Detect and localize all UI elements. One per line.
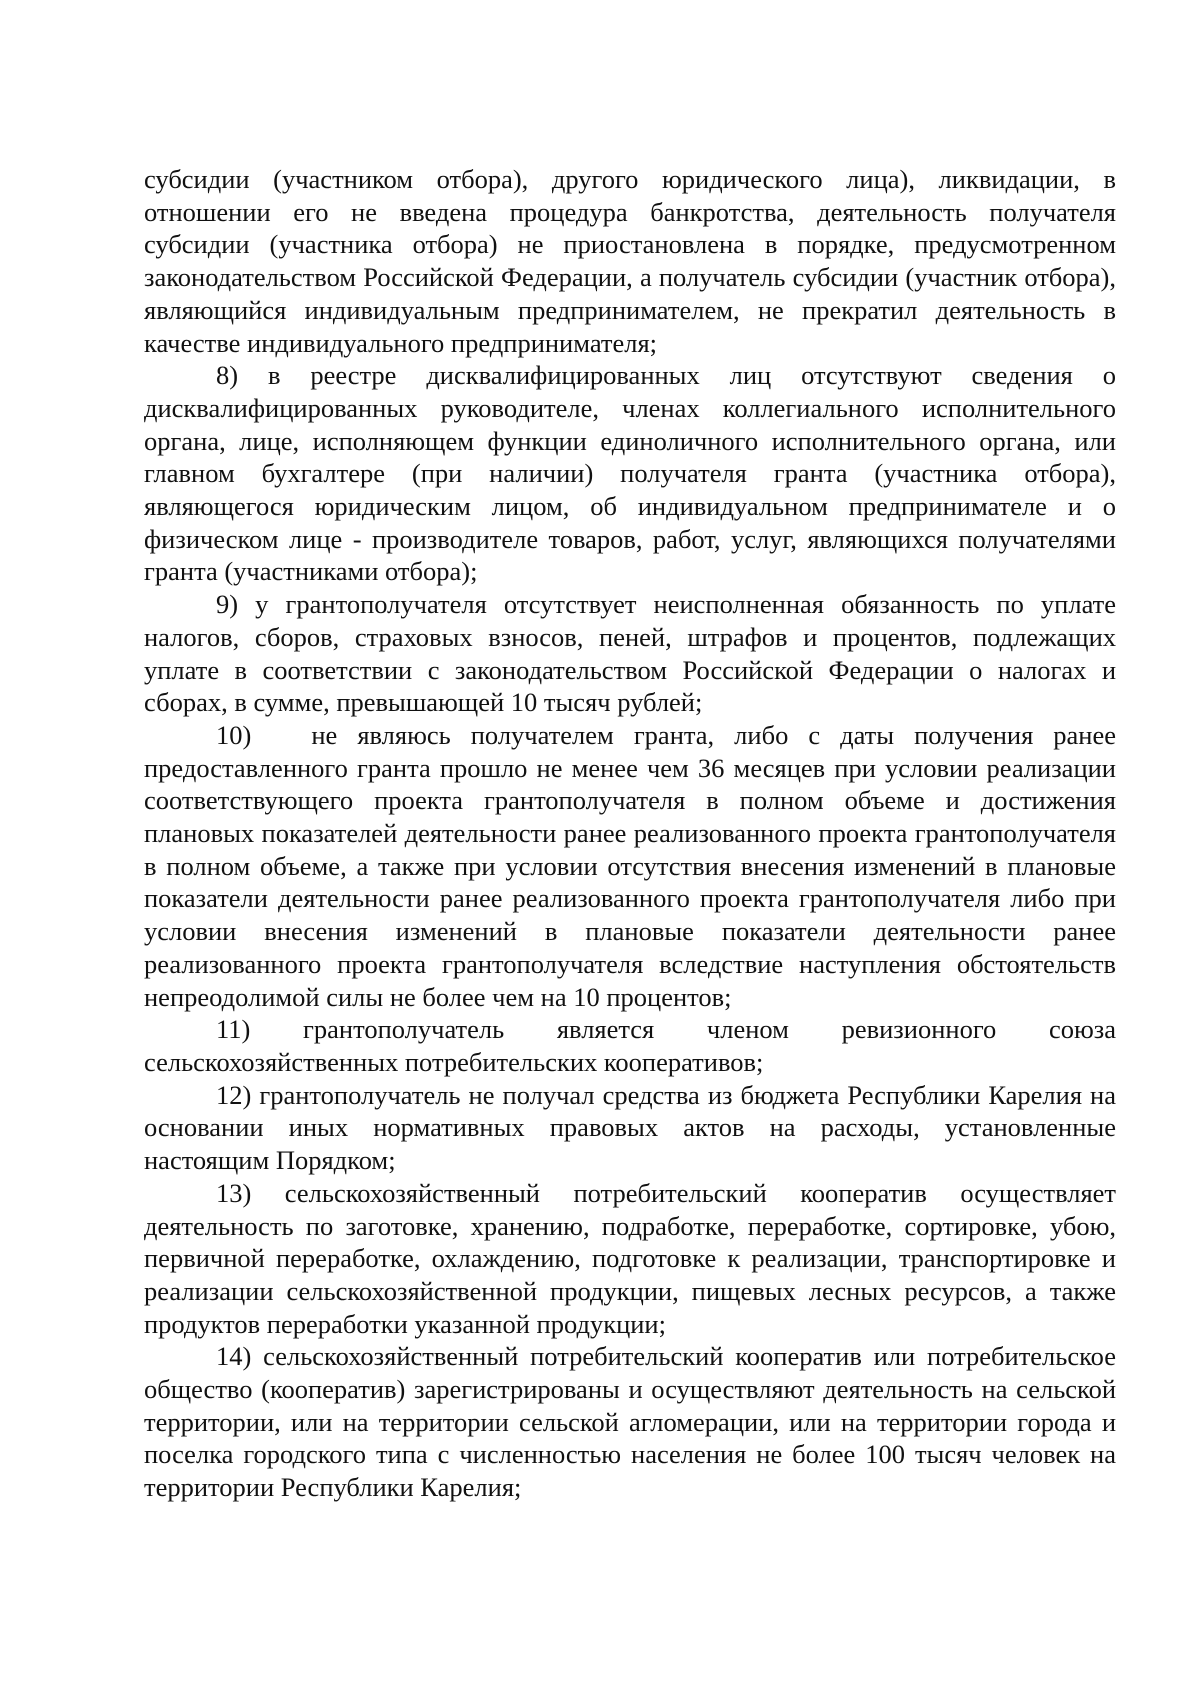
paragraph-item-14: 14) сельскохозяйственный потребительский кооператив или потребительское общество (кооператив) зарегистрированы и осуществляют деятельность на сельской территории, или на территории сельской агломерации, или на территории города и поселка городского типа с численностью населения не более 100 тысяч человек на территории Республики Карелия; <box>144 1341 1116 1503</box>
paragraph-item-12: 12) грантополучатель не получал средства из бюджета Республики Карелия на основании иных нормативных правовых актов на расходы, установленные настоящим Порядком; <box>144 1079 1116 1176</box>
paragraph-item-9: 9) у грантополучателя отсутствует неисполненная обязанность по уплате налогов, сборов, страховых взносов, пеней, штрафов и процентов, подлежащих уплате в соответствии с законодательством Российской Федерации о налогах и сборах, в сумме, превышающей 10 тысяч рублей; <box>144 589 1116 718</box>
paragraph-item-8: 8) в реестре дисквалифицированных лиц отсутствуют сведения о дисквалифицированных руководителе, членах коллегиального исполнительного органа, лице, исполняющем функции единоличного исполнительного органа, или главном бухгалтере (при наличии) получателя гранта (участника отбора), являющегося юридическим лицом, об индивидуальном предпринимателе и о физическом лице - производителе товаров, работ, услуг, являющихся получателями гранта (участниками отбора); <box>144 360 1116 587</box>
paragraph-item-7-continuation: субсидии (участником отбора), другого юридического лица), ликвидации, в отношении его не введена процедура банкротства, деятельность получателя субсидии (участника отбора) не приостановлена в порядке, предусмотренном законодательством Российской Федерации, а получатель субсидии (участник отбора), являющийся индивидуальным предпринимателем, не прекратил деятельность в качестве индивидуального предпринимателя; <box>144 164 1116 358</box>
paragraph-item-10: 10) не являюсь получателем гранта, либо с даты получения ранее предоставленного гранта прошло не менее чем 36 месяцев при условии реализации соответствующего проекта грантополучателя в полном объеме и достижения плановых показателей деятельности ранее реализованного проекта грантополучателя в полном объеме, а также при условии отсутствия внесения изменений в плановые показатели деятельности ранее реализованного проекта грантополучателя либо при условии внесения изменений в плановые показатели деятельности ранее реализованного проекта грантополучателя вследствие наступления обстоятельств непреодолимой силы не более чем на 10 процентов; <box>144 719 1123 1012</box>
paragraph-item-11: 11) грантополучатель является членом ревизионного союза сельскохозяйственных потребительских кооперативов; <box>144 1014 1116 1077</box>
document-page <box>144 163 1123 1504</box>
paragraph-item-13: 13) сельскохозяйственный потребительский кооператив осуществляет деятельность по заготовке, хранению, подработке, переработке, сортировке, убою, первичной переработке, охлаждению, подготовке к реализации, транспортировке и реализации сельскохозяйственной продукции, пищевых лесных ресурсов, а также продуктов переработки указанной продукции; <box>144 1177 1116 1339</box>
